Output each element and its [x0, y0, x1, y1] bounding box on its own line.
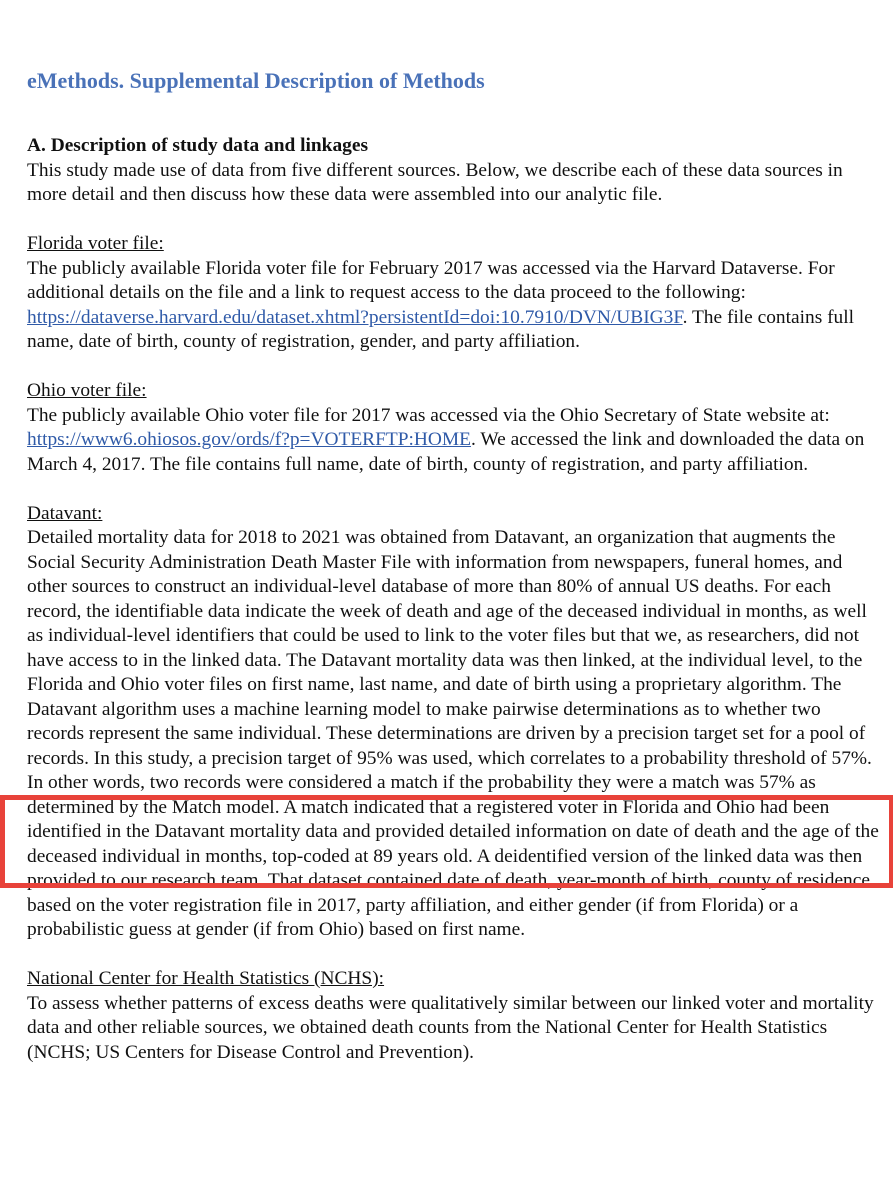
ohio-text-2: . We accessed the link and downloaded the data on March 4, 2017. The file contains full name, date of birth, county of registration, and party affiliation. [27, 429, 865, 475]
section-a-intro: This study made use of data from five different sources. Below, we describe each of these data sources in more detail and then discuss how these data were assembled into our analytic file. [27, 159, 843, 205]
ohio-paragraph [27, 404, 882, 478]
section-a [27, 134, 882, 208]
section-ohio [27, 379, 882, 477]
section-datavant [27, 502, 882, 943]
florida-paragraph [27, 257, 882, 355]
florida-heading: Florida voter file: [27, 233, 164, 254]
section-florida [27, 232, 882, 355]
nchs-paragraph: To assess whether patterns of excess deaths were qualitatively similar between our linked voter and mortality data and other reliable sources, we obtained death counts from the National Center for Health Statistics (NCHS; US Centers for Disease Control and Prevention). [27, 992, 874, 1063]
document-title: eMethods. Supplemental Description of Methods [27, 68, 485, 93]
florida-text-2: . The file contains full name, date of birth, county of registration, gender, and party affiliation. [27, 306, 855, 352]
florida-text-1: The publicly available Florida voter file for February 2017 was accessed via the Harvard Dataverse. For additional details on the file and a link to request access to the data proceed to the following: [27, 257, 835, 303]
nchs-heading: National Center for Health Statistics (NCHS): [27, 968, 385, 989]
ohio-text-1: The publicly available Ohio voter file for 2017 was accessed via the Ohio Secretary of State website at: [27, 404, 830, 426]
ohio-sos-link[interactable]: https://www6.ohiosos.gov/ords/f?p=VOTERFTP:HOME [27, 429, 472, 450]
datavant-heading: Datavant: [27, 502, 103, 524]
section-nchs [27, 967, 882, 1065]
florida-dataverse-link[interactable]: https://dataverse.harvard.edu/dataset.xhtml?persistentId=doi:10.7910/DVN/UBIG3F [27, 306, 683, 328]
document-page [27, 66, 882, 1090]
section-a-heading: A. Description of study data and linkages [27, 135, 369, 156]
ohio-heading: Ohio voter file: [27, 380, 147, 401]
datavant-paragraph: Detailed mortality data for 2018 to 2021 was obtained from Datavant, an organization that augments the Social Security Administration Death Master File with information from newspapers, funeral homes, and other sources to construct an individual-level database of more than 80% of annual US deaths. For each record, the identifiable data indicate the week of death and age of the deceased individual in months, as well as individual-level identifiers that could be used to link to the voter files but that we, as researchers, did not have access to in the linked data. The Datavant mortality data was then linked, at the individual level, to the Florida and Ohio voter files on first name, last name, and date of birth using a proprietary algorithm. The Datavant algorithm uses a machine learning model to make pairwise determinations as to whether two records represent the same individual. These determinations are driven by a precision target set for a pool of records. In this study, a precision target of 95% was used, which correlates to a probability threshold of 57%. In other words, two records were considered a match if the probability they were a match was 57% as determined by the Match model. A match indicated that a registered voter in Florida and Ohio had been identified in the Datavant mortality data and provided detailed information on date of death and the age of the deceased individual in months, top-coded at 89 years old. A deidentified version of the linked data was then provided to our research team. That dataset contained date of death, year-month of birth, county of residence based on the voter registration file in 2017, party affiliation, and either gender (if from Florida) or a probabilistic guess at gender (if from Ohio) based on first name. [27, 527, 879, 940]
